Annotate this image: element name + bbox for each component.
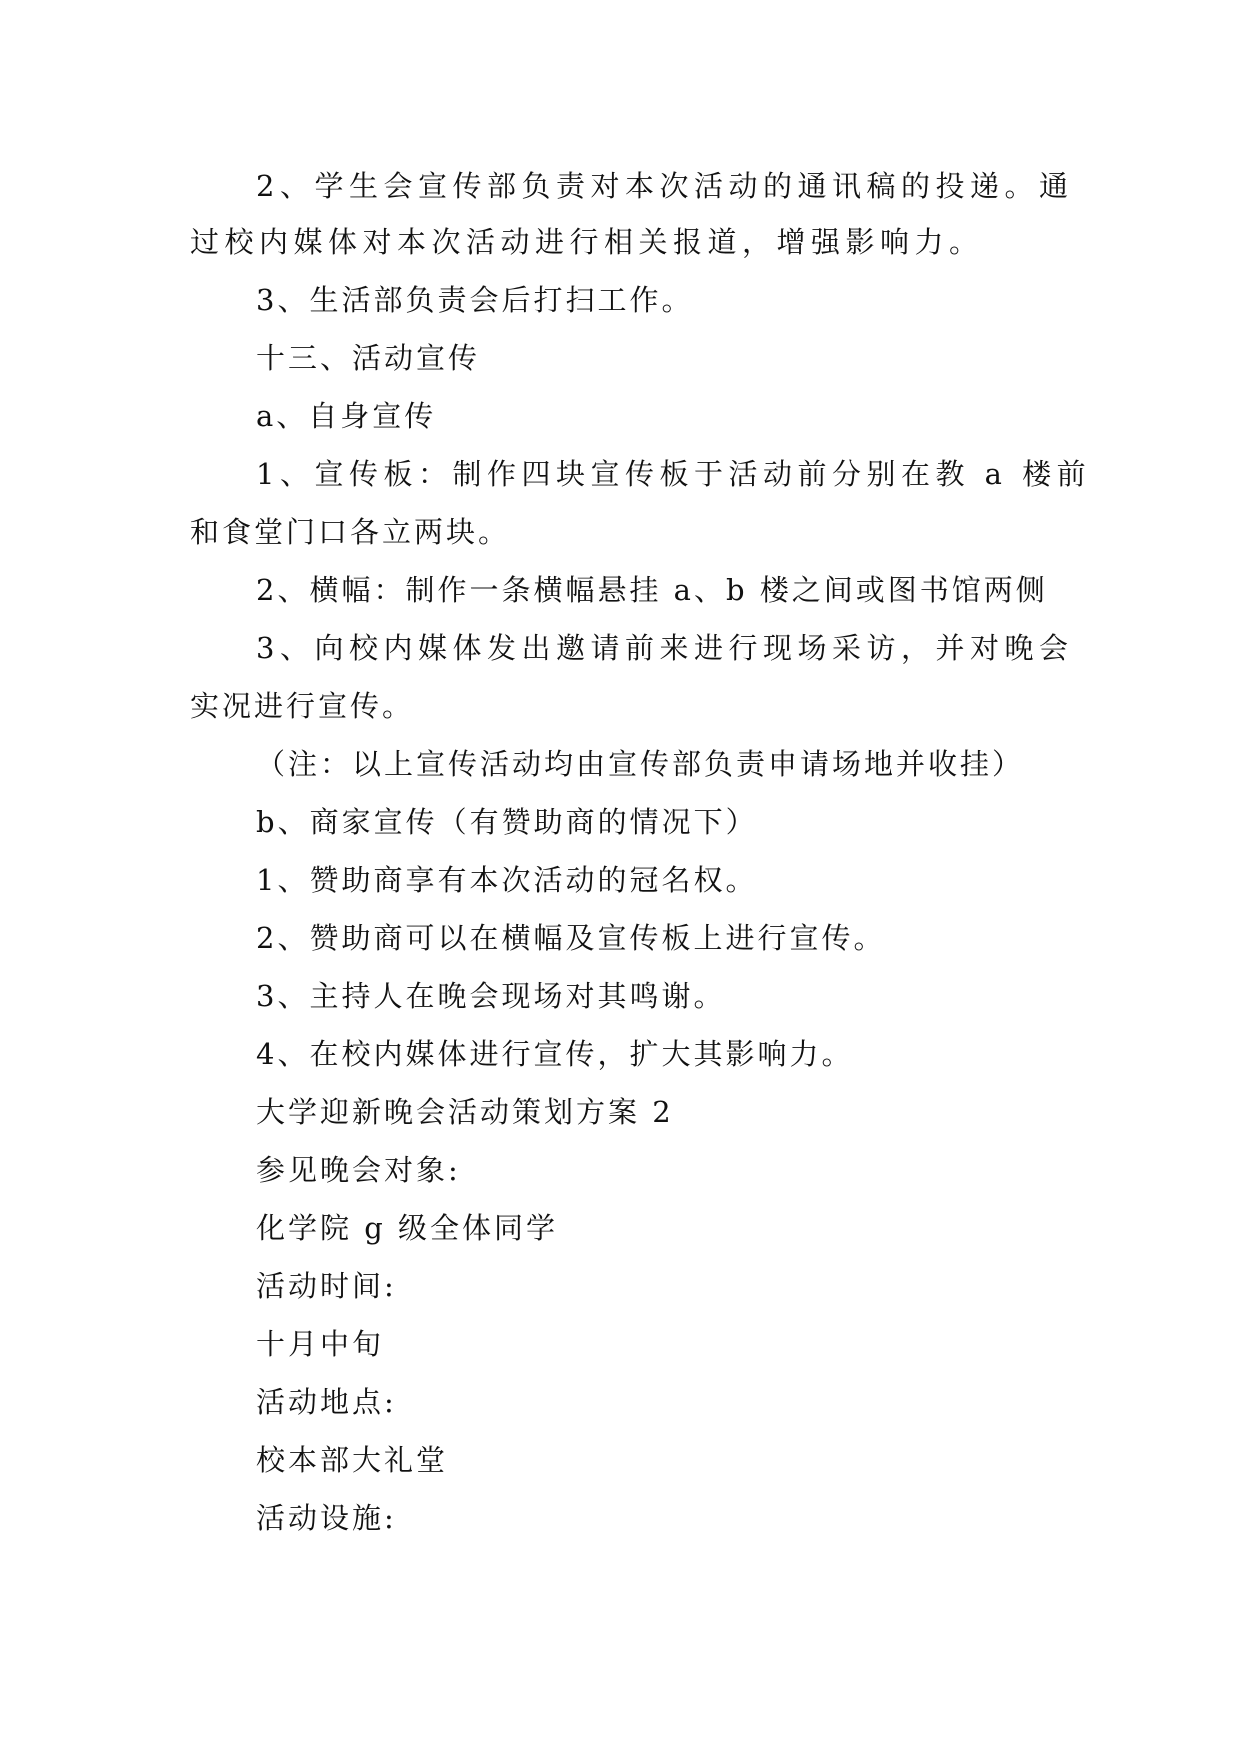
paragraph-line: 4、在校内媒体进行宣传，扩大其影响力。: [256, 1037, 854, 1071]
paragraph-line: 1、宣传板：制作四块宣传板于活动前分别在教 a 楼前: [256, 457, 1092, 491]
subsection-heading: b、商家宣传（有赞助商的情况下）: [256, 805, 758, 839]
field-label: 活动时间:: [256, 1269, 397, 1303]
paragraph-line: 3、主持人在晚会现场对其鸣谢。: [256, 979, 726, 1013]
paragraph-line: 2、横幅：制作一条横幅悬挂 a、b 楼之间或图书馆两侧: [256, 573, 1048, 607]
field-value: 校本部大礼堂: [256, 1443, 449, 1477]
paragraph-line: 实况进行宣传。: [190, 689, 415, 723]
paragraph-line: 1、赞助商享有本次活动的冠名权。: [256, 863, 758, 897]
field-label: 活动设施:: [256, 1501, 397, 1535]
field-label: 参见晚会对象:: [256, 1153, 461, 1187]
field-value: 十月中旬: [256, 1327, 385, 1361]
paragraph-line: 2、学生会宣传部负责对本次活动的通讯稿的投递。通: [256, 169, 1074, 203]
document-title: 大学迎新晚会活动策划方案 2: [256, 1095, 674, 1129]
field-value: 化学院 g 级全体同学: [256, 1211, 559, 1245]
paragraph-line: 3、生活部负责会后打扫工作。: [256, 283, 694, 317]
section-heading: 十三、活动宣传: [256, 341, 481, 375]
paragraph-line: 和食堂门口各立两块。: [190, 515, 511, 549]
subsection-heading: a、自身宣传: [256, 399, 437, 433]
field-label: 活动地点:: [256, 1385, 397, 1419]
paragraph-line: 2、赞助商可以在横幅及宣传板上进行宣传。: [256, 921, 886, 955]
paragraph-line: 3、向校内媒体发出邀请前来进行现场采访，并对晚会: [256, 631, 1074, 665]
paragraph-line: 过校内媒体对本次活动进行相关报道，增强影响力。: [190, 225, 984, 259]
note-line: （注：以上宣传活动均由宣传部负责申请场地并收挂）: [256, 747, 1025, 781]
